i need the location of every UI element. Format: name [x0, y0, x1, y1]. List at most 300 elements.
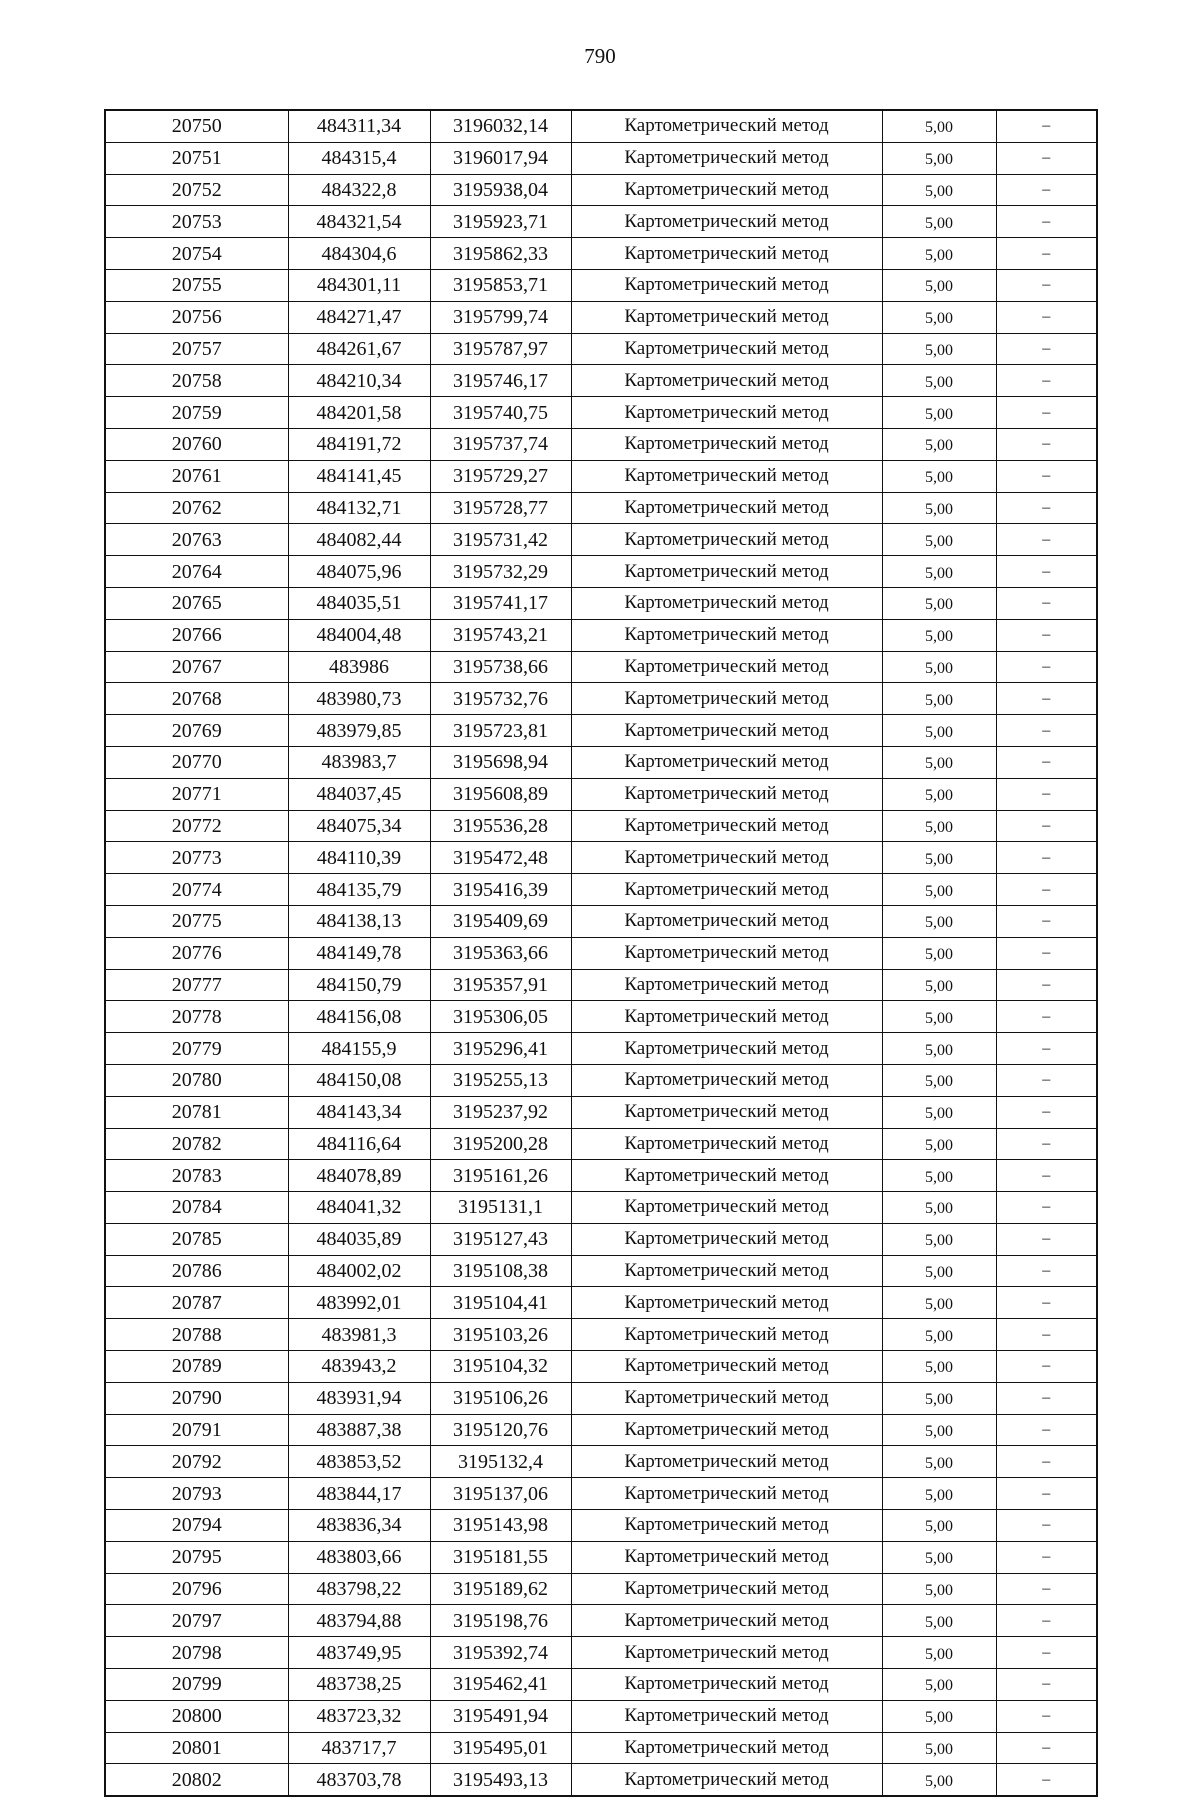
accuracy-cell: 5,00 [882, 1637, 996, 1669]
y-coordinate-cell: 3195732,76 [430, 683, 571, 715]
accuracy-cell: 5,00 [882, 969, 996, 1001]
description-cell: – [996, 524, 1097, 556]
description-cell: – [996, 1160, 1097, 1192]
method-cell: Картометрический метод [571, 428, 882, 460]
accuracy-cell: 5,00 [882, 556, 996, 588]
y-coordinate-cell: 3196032,14 [430, 110, 571, 142]
x-coordinate-cell: 483723,32 [288, 1700, 430, 1732]
accuracy-cell: 5,00 [882, 1192, 996, 1224]
x-coordinate-cell: 484210,34 [288, 365, 430, 397]
x-coordinate-cell: 484132,71 [288, 492, 430, 524]
table-row [105, 238, 1097, 270]
point-number-cell: 20759 [105, 397, 288, 429]
table-row [105, 1764, 1097, 1796]
point-number-cell: 20758 [105, 365, 288, 397]
method-cell: Картометрический метод [571, 1700, 882, 1732]
y-coordinate-cell: 3195853,71 [430, 269, 571, 301]
method-cell: Картометрический метод [571, 746, 882, 778]
method-cell: Картометрический метод [571, 269, 882, 301]
description-cell: – [996, 778, 1097, 810]
table-row [105, 1351, 1097, 1383]
table-row [105, 874, 1097, 906]
method-cell: Картометрический метод [571, 1446, 882, 1478]
x-coordinate-cell: 484156,08 [288, 1001, 430, 1033]
point-number-cell: 20770 [105, 746, 288, 778]
description-cell: – [996, 1637, 1097, 1669]
y-coordinate-cell: 3195106,26 [430, 1382, 571, 1414]
method-cell: Картометрический метод [571, 619, 882, 651]
accuracy-cell: 5,00 [882, 619, 996, 651]
accuracy-cell: 5,00 [882, 1319, 996, 1351]
description-cell: – [996, 905, 1097, 937]
method-cell: Картометрический метод [571, 524, 882, 556]
table-row [105, 1669, 1097, 1701]
description-cell: – [996, 937, 1097, 969]
description-cell: – [996, 492, 1097, 524]
description-cell: – [996, 1732, 1097, 1764]
accuracy-cell: 5,00 [882, 301, 996, 333]
table-row [105, 1192, 1097, 1224]
x-coordinate-cell: 483992,01 [288, 1287, 430, 1319]
x-coordinate-cell: 483794,88 [288, 1605, 430, 1637]
x-coordinate-cell: 484271,47 [288, 301, 430, 333]
point-number-cell: 20796 [105, 1573, 288, 1605]
description-cell: – [996, 1096, 1097, 1128]
point-number-cell: 20794 [105, 1510, 288, 1542]
x-coordinate-cell: 484075,34 [288, 810, 430, 842]
description-cell: – [996, 1223, 1097, 1255]
table-row [105, 492, 1097, 524]
description-cell: – [996, 1382, 1097, 1414]
description-cell: – [996, 269, 1097, 301]
point-number-cell: 20799 [105, 1669, 288, 1701]
table-row [105, 397, 1097, 429]
y-coordinate-cell: 3195493,13 [430, 1764, 571, 1796]
point-number-cell: 20791 [105, 1414, 288, 1446]
method-cell: Картометрический метод [571, 1764, 882, 1796]
method-cell: Картометрический метод [571, 1351, 882, 1383]
x-coordinate-cell: 483844,17 [288, 1478, 430, 1510]
y-coordinate-cell: 3195728,77 [430, 492, 571, 524]
table-row [105, 619, 1097, 651]
x-coordinate-cell: 484141,45 [288, 460, 430, 492]
accuracy-cell: 5,00 [882, 174, 996, 206]
description-cell: – [996, 1478, 1097, 1510]
method-cell: Картометрический метод [571, 874, 882, 906]
description-cell: – [996, 1287, 1097, 1319]
table-row [105, 1541, 1097, 1573]
description-cell: – [996, 1541, 1097, 1573]
description-cell: – [996, 460, 1097, 492]
accuracy-cell: 5,00 [882, 1033, 996, 1065]
y-coordinate-cell: 3195296,41 [430, 1033, 571, 1065]
table-row [105, 206, 1097, 238]
y-coordinate-cell: 3195103,26 [430, 1319, 571, 1351]
table-row [105, 110, 1097, 142]
y-coordinate-cell: 3195189,62 [430, 1573, 571, 1605]
coordinates-table-wrap [104, 109, 1098, 1797]
description-cell: – [996, 619, 1097, 651]
description-cell: – [996, 1573, 1097, 1605]
table-row [105, 1605, 1097, 1637]
x-coordinate-cell: 484004,48 [288, 619, 430, 651]
y-coordinate-cell: 3195132,4 [430, 1446, 571, 1478]
table-row [105, 1382, 1097, 1414]
point-number-cell: 20798 [105, 1637, 288, 1669]
description-cell: – [996, 1319, 1097, 1351]
table-row [105, 1160, 1097, 1192]
method-cell: Картометрический метод [571, 333, 882, 365]
y-coordinate-cell: 3195495,01 [430, 1732, 571, 1764]
x-coordinate-cell: 484078,89 [288, 1160, 430, 1192]
method-cell: Картометрический метод [571, 683, 882, 715]
x-coordinate-cell: 483738,25 [288, 1669, 430, 1701]
x-coordinate-cell: 484304,6 [288, 238, 430, 270]
description-cell: – [996, 746, 1097, 778]
y-coordinate-cell: 3195731,42 [430, 524, 571, 556]
y-coordinate-cell: 3195392,74 [430, 1637, 571, 1669]
x-coordinate-cell: 483803,66 [288, 1541, 430, 1573]
accuracy-cell: 5,00 [882, 810, 996, 842]
description-cell: – [996, 1001, 1097, 1033]
method-cell: Картометрический метод [571, 238, 882, 270]
accuracy-cell: 5,00 [882, 397, 996, 429]
accuracy-cell: 5,00 [882, 746, 996, 778]
accuracy-cell: 5,00 [882, 1414, 996, 1446]
point-number-cell: 20786 [105, 1255, 288, 1287]
point-number-cell: 20763 [105, 524, 288, 556]
table-row [105, 1287, 1097, 1319]
x-coordinate-cell: 484315,4 [288, 142, 430, 174]
accuracy-cell: 5,00 [882, 142, 996, 174]
table-row [105, 587, 1097, 619]
point-number-cell: 20789 [105, 1351, 288, 1383]
method-cell: Картометрический метод [571, 460, 882, 492]
description-cell: – [996, 587, 1097, 619]
x-coordinate-cell: 483717,7 [288, 1732, 430, 1764]
point-number-cell: 20777 [105, 969, 288, 1001]
method-cell: Картометрический метод [571, 778, 882, 810]
description-cell: – [996, 174, 1097, 206]
table-row [105, 810, 1097, 842]
accuracy-cell: 5,00 [882, 1064, 996, 1096]
table-row [105, 778, 1097, 810]
accuracy-cell: 5,00 [882, 1001, 996, 1033]
x-coordinate-cell: 484041,32 [288, 1192, 430, 1224]
accuracy-cell: 5,00 [882, 1128, 996, 1160]
y-coordinate-cell: 3195363,66 [430, 937, 571, 969]
accuracy-cell: 5,00 [882, 492, 996, 524]
method-cell: Картометрический метод [571, 365, 882, 397]
method-cell: Картометрический метод [571, 556, 882, 588]
point-number-cell: 20776 [105, 937, 288, 969]
method-cell: Картометрический метод [571, 1605, 882, 1637]
method-cell: Картометрический метод [571, 301, 882, 333]
point-number-cell: 20802 [105, 1764, 288, 1796]
description-cell: – [996, 142, 1097, 174]
accuracy-cell: 5,00 [882, 1287, 996, 1319]
description-cell: – [996, 1033, 1097, 1065]
point-number-cell: 20755 [105, 269, 288, 301]
table-row [105, 142, 1097, 174]
table-row [105, 333, 1097, 365]
table-row [105, 301, 1097, 333]
description-cell: – [996, 683, 1097, 715]
accuracy-cell: 5,00 [882, 1700, 996, 1732]
accuracy-cell: 5,00 [882, 110, 996, 142]
table-row [105, 269, 1097, 301]
description-cell: – [996, 874, 1097, 906]
method-cell: Картометрический метод [571, 142, 882, 174]
table-row [105, 1096, 1097, 1128]
description-cell: – [996, 1700, 1097, 1732]
x-coordinate-cell: 484322,8 [288, 174, 430, 206]
x-coordinate-cell: 484201,58 [288, 397, 430, 429]
y-coordinate-cell: 3195237,92 [430, 1096, 571, 1128]
table-row [105, 174, 1097, 206]
y-coordinate-cell: 3195737,74 [430, 428, 571, 460]
point-number-cell: 20760 [105, 428, 288, 460]
y-coordinate-cell: 3195357,91 [430, 969, 571, 1001]
table-row [105, 1255, 1097, 1287]
x-coordinate-cell: 484155,9 [288, 1033, 430, 1065]
y-coordinate-cell: 3195143,98 [430, 1510, 571, 1542]
table-row [105, 715, 1097, 747]
accuracy-cell: 5,00 [882, 1510, 996, 1542]
x-coordinate-cell: 483887,38 [288, 1414, 430, 1446]
point-number-cell: 20774 [105, 874, 288, 906]
method-cell: Картометрический метод [571, 1510, 882, 1542]
x-coordinate-cell: 483943,2 [288, 1351, 430, 1383]
table-row [105, 1414, 1097, 1446]
accuracy-cell: 5,00 [882, 333, 996, 365]
accuracy-cell: 5,00 [882, 1573, 996, 1605]
method-cell: Картометрический метод [571, 842, 882, 874]
table-row [105, 460, 1097, 492]
point-number-cell: 20779 [105, 1033, 288, 1065]
method-cell: Картометрический метод [571, 1382, 882, 1414]
method-cell: Картометрический метод [571, 1573, 882, 1605]
description-cell: – [996, 715, 1097, 747]
description-cell: – [996, 333, 1097, 365]
y-coordinate-cell: 3195799,74 [430, 301, 571, 333]
y-coordinate-cell: 3195108,38 [430, 1255, 571, 1287]
description-cell: – [996, 428, 1097, 460]
point-number-cell: 20788 [105, 1319, 288, 1351]
point-number-cell: 20784 [105, 1192, 288, 1224]
table-row [105, 937, 1097, 969]
y-coordinate-cell: 3195472,48 [430, 842, 571, 874]
x-coordinate-cell: 483980,73 [288, 683, 430, 715]
accuracy-cell: 5,00 [882, 428, 996, 460]
description-cell: – [996, 1064, 1097, 1096]
y-coordinate-cell: 3195746,17 [430, 365, 571, 397]
y-coordinate-cell: 3195104,32 [430, 1351, 571, 1383]
y-coordinate-cell: 3195416,39 [430, 874, 571, 906]
y-coordinate-cell: 3195104,41 [430, 1287, 571, 1319]
accuracy-cell: 5,00 [882, 1541, 996, 1573]
description-cell: – [996, 110, 1097, 142]
method-cell: Картометрический метод [571, 937, 882, 969]
accuracy-cell: 5,00 [882, 715, 996, 747]
description-cell: – [996, 1669, 1097, 1701]
point-number-cell: 20764 [105, 556, 288, 588]
table-row [105, 1510, 1097, 1542]
x-coordinate-cell: 484301,11 [288, 269, 430, 301]
method-cell: Картометрический метод [571, 492, 882, 524]
y-coordinate-cell: 3195608,89 [430, 778, 571, 810]
x-coordinate-cell: 484082,44 [288, 524, 430, 556]
accuracy-cell: 5,00 [882, 365, 996, 397]
y-coordinate-cell: 3196017,94 [430, 142, 571, 174]
accuracy-cell: 5,00 [882, 1732, 996, 1764]
description-cell: – [996, 238, 1097, 270]
accuracy-cell: 5,00 [882, 1351, 996, 1383]
method-cell: Картометрический метод [571, 1160, 882, 1192]
accuracy-cell: 5,00 [882, 587, 996, 619]
table-row [105, 842, 1097, 874]
y-coordinate-cell: 3195127,43 [430, 1223, 571, 1255]
method-cell: Картометрический метод [571, 1192, 882, 1224]
method-cell: Картометрический метод [571, 1732, 882, 1764]
point-number-cell: 20792 [105, 1446, 288, 1478]
method-cell: Картометрический метод [571, 810, 882, 842]
point-number-cell: 20783 [105, 1160, 288, 1192]
x-coordinate-cell: 484261,67 [288, 333, 430, 365]
point-number-cell: 20754 [105, 238, 288, 270]
table-row [105, 524, 1097, 556]
x-coordinate-cell: 483749,95 [288, 1637, 430, 1669]
x-coordinate-cell: 484075,96 [288, 556, 430, 588]
point-number-cell: 20780 [105, 1064, 288, 1096]
accuracy-cell: 5,00 [882, 778, 996, 810]
accuracy-cell: 5,00 [882, 206, 996, 238]
x-coordinate-cell: 484150,79 [288, 969, 430, 1001]
point-number-cell: 20768 [105, 683, 288, 715]
point-number-cell: 20757 [105, 333, 288, 365]
x-coordinate-cell: 483986 [288, 651, 430, 683]
y-coordinate-cell: 3195938,04 [430, 174, 571, 206]
description-cell: – [996, 1510, 1097, 1542]
x-coordinate-cell: 483703,78 [288, 1764, 430, 1796]
x-coordinate-cell: 483981,3 [288, 1319, 430, 1351]
y-coordinate-cell: 3195462,41 [430, 1669, 571, 1701]
table-row [105, 1637, 1097, 1669]
description-cell: – [996, 1128, 1097, 1160]
x-coordinate-cell: 483798,22 [288, 1573, 430, 1605]
x-coordinate-cell: 483931,94 [288, 1382, 430, 1414]
description-cell: – [996, 1764, 1097, 1796]
point-number-cell: 20767 [105, 651, 288, 683]
accuracy-cell: 5,00 [882, 238, 996, 270]
point-number-cell: 20766 [105, 619, 288, 651]
x-coordinate-cell: 484311,34 [288, 110, 430, 142]
accuracy-cell: 5,00 [882, 937, 996, 969]
coordinates-table [104, 109, 1098, 1797]
table-row [105, 905, 1097, 937]
table-row [105, 1128, 1097, 1160]
table-row [105, 556, 1097, 588]
description-cell: – [996, 651, 1097, 683]
method-cell: Картометрический метод [571, 1223, 882, 1255]
description-cell: – [996, 206, 1097, 238]
method-cell: Картометрический метод [571, 1128, 882, 1160]
method-cell: Картометрический метод [571, 1255, 882, 1287]
table-row [105, 1001, 1097, 1033]
method-cell: Картометрический метод [571, 587, 882, 619]
point-number-cell: 20772 [105, 810, 288, 842]
x-coordinate-cell: 484035,89 [288, 1223, 430, 1255]
description-cell: – [996, 969, 1097, 1001]
point-number-cell: 20800 [105, 1700, 288, 1732]
description-cell: – [996, 810, 1097, 842]
method-cell: Картометрический метод [571, 174, 882, 206]
table-row [105, 1732, 1097, 1764]
y-coordinate-cell: 3195923,71 [430, 206, 571, 238]
table-body [105, 110, 1097, 1796]
y-coordinate-cell: 3195255,13 [430, 1064, 571, 1096]
point-number-cell: 20756 [105, 301, 288, 333]
table-row [105, 1700, 1097, 1732]
y-coordinate-cell: 3195131,1 [430, 1192, 571, 1224]
method-cell: Картометрический метод [571, 715, 882, 747]
point-number-cell: 20775 [105, 905, 288, 937]
y-coordinate-cell: 3195198,76 [430, 1605, 571, 1637]
x-coordinate-cell: 484149,78 [288, 937, 430, 969]
table-row [105, 683, 1097, 715]
table-row [105, 1478, 1097, 1510]
table-row [105, 1064, 1097, 1096]
y-coordinate-cell: 3195491,94 [430, 1700, 571, 1732]
method-cell: Картометрический метод [571, 651, 882, 683]
y-coordinate-cell: 3195741,17 [430, 587, 571, 619]
y-coordinate-cell: 3195729,27 [430, 460, 571, 492]
table-row [105, 365, 1097, 397]
method-cell: Картометрический метод [571, 1033, 882, 1065]
y-coordinate-cell: 3195120,76 [430, 1414, 571, 1446]
description-cell: – [996, 301, 1097, 333]
y-coordinate-cell: 3195306,05 [430, 1001, 571, 1033]
accuracy-cell: 5,00 [882, 651, 996, 683]
y-coordinate-cell: 3195740,75 [430, 397, 571, 429]
y-coordinate-cell: 3195723,81 [430, 715, 571, 747]
y-coordinate-cell: 3195161,26 [430, 1160, 571, 1192]
point-number-cell: 20793 [105, 1478, 288, 1510]
method-cell: Картометрический метод [571, 206, 882, 238]
table-row [105, 1319, 1097, 1351]
y-coordinate-cell: 3195137,06 [430, 1478, 571, 1510]
table-row [105, 969, 1097, 1001]
x-coordinate-cell: 483983,7 [288, 746, 430, 778]
accuracy-cell: 5,00 [882, 905, 996, 937]
x-coordinate-cell: 484035,51 [288, 587, 430, 619]
table-row [105, 1573, 1097, 1605]
y-coordinate-cell: 3195743,21 [430, 619, 571, 651]
point-number-cell: 20778 [105, 1001, 288, 1033]
x-coordinate-cell: 483853,52 [288, 1446, 430, 1478]
point-number-cell: 20773 [105, 842, 288, 874]
x-coordinate-cell: 484138,13 [288, 905, 430, 937]
x-coordinate-cell: 484191,72 [288, 428, 430, 460]
table-row [105, 428, 1097, 460]
x-coordinate-cell: 484150,08 [288, 1064, 430, 1096]
accuracy-cell: 5,00 [882, 1382, 996, 1414]
method-cell: Картометрический метод [571, 1478, 882, 1510]
description-cell: – [996, 1414, 1097, 1446]
method-cell: Картометрический метод [571, 1287, 882, 1319]
x-coordinate-cell: 483836,34 [288, 1510, 430, 1542]
point-number-cell: 20782 [105, 1128, 288, 1160]
